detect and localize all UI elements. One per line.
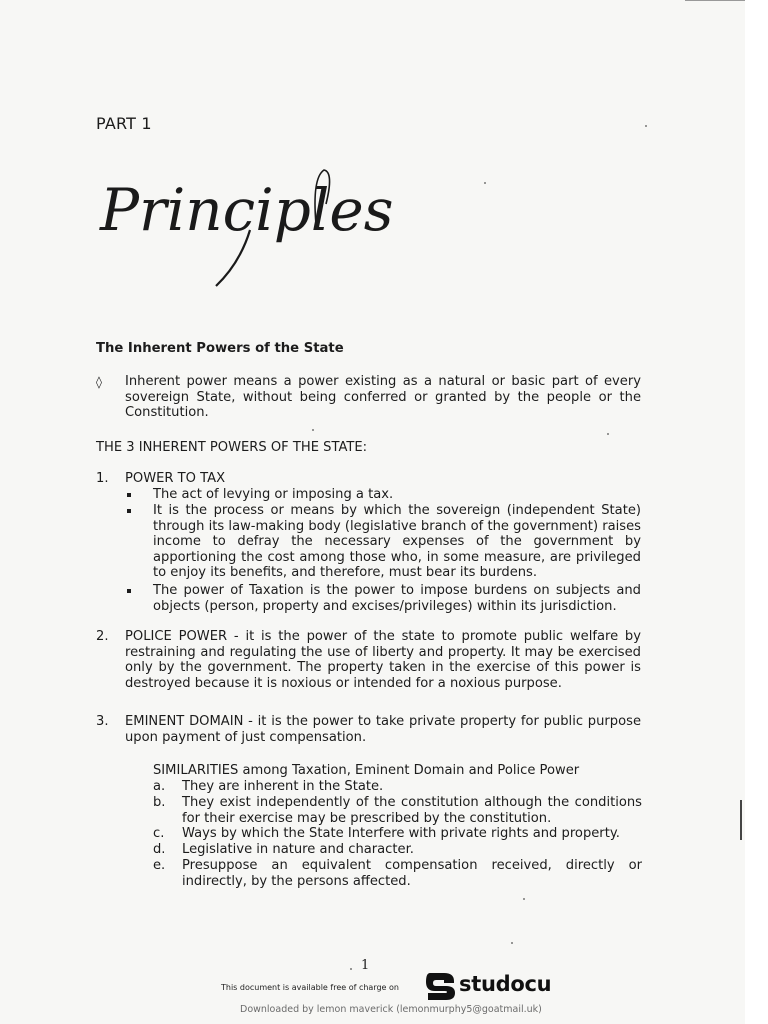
similarities-heading: SIMILARITIES among Taxation, Eminent Domain and Police Power (153, 763, 580, 778)
list-item: Legislative in nature and character. (182, 842, 414, 857)
page-number: 1 (361, 958, 370, 973)
diamond-bullet-icon: ◊ (96, 375, 102, 389)
list-item: Ways by which the State Interfere with private rights and property. (182, 826, 620, 841)
list-letter: d. (153, 842, 166, 857)
power-bullet: The act of levying or imposing a tax. (153, 487, 394, 502)
list-item: They exist independently of the constitution although the conditions for their exercise may be prescribed by the constitution. (182, 795, 642, 826)
list-letter: a. (153, 779, 166, 794)
script-title-text: Principles (100, 176, 394, 244)
power-paragraph: EMINENT DOMAIN - it is the power to take private property for public purpose upon payment of just compensation. (125, 714, 641, 745)
scan-speck (350, 968, 352, 970)
square-bullet-icon (127, 509, 131, 513)
power-title: POWER TO TAX (125, 471, 226, 486)
list-letter: c. (153, 826, 165, 841)
footer-download-note: Downloaded by lemon maverick (lemonmurphy5@goatmail.uk) (240, 1004, 542, 1015)
scan-speck (511, 942, 513, 944)
square-bullet-icon (127, 589, 131, 593)
power-number: 1. (96, 471, 109, 486)
scan-speck (607, 433, 609, 435)
square-bullet-icon (127, 493, 131, 497)
power-paragraph: POLICE POWER - it is the power of the state to promote public welfare by restraining and regulating the use of liberty and property. It may be exercised only by the government. The property taken in the exercise of this power is destroyed because it is noxious or intended for a noxious purpose. (125, 629, 641, 691)
list-item: They are inherent in the State. (182, 779, 384, 794)
studocu-brand-link[interactable]: studocu (459, 972, 552, 996)
scan-edge-mark (740, 800, 742, 840)
power-bullet: It is the process or means by which the sovereign (independent State) through its law-making body (legislative branch of the government) raises income to defray the necessary expenses of the government by apportioning the cost among those who, in some measure, are privileged to enjoy its benefits, and therefore, must bear its burdens. (153, 503, 641, 581)
scan-speck (645, 125, 647, 127)
intro-paragraph: Inherent power means a power existing as a natural or basic part of every sovereign State, without being conferred or granted by the people or the Constitution. (125, 374, 641, 421)
script-title (98, 168, 398, 288)
scan-speck (484, 182, 486, 184)
scan-speck (312, 429, 314, 431)
powers-heading: THE 3 INHERENT POWERS OF THE STATE: (96, 440, 368, 455)
scan-speck (523, 898, 525, 900)
power-number: 3. (96, 714, 109, 729)
list-letter: e. (153, 858, 166, 873)
section-heading: The Inherent Powers of the State (96, 341, 344, 356)
power-number: 2. (96, 629, 109, 644)
power-bullet: The power of Taxation is the power to impose burdens on subjects and objects (person, property and excises/privileges) within its jurisdiction. (153, 583, 641, 614)
list-item: Presuppose an equivalent compensation received, directly or indirectly, by the persons affected. (182, 858, 642, 889)
studocu-logo-icon[interactable] (424, 971, 458, 1001)
list-letter: b. (153, 795, 166, 810)
part-label: PART 1 (96, 114, 152, 133)
scan-margin (745, 0, 768, 1024)
footer-availability-note: This document is available free of charge on (221, 983, 399, 992)
scan-edge-mark (685, 0, 745, 1)
